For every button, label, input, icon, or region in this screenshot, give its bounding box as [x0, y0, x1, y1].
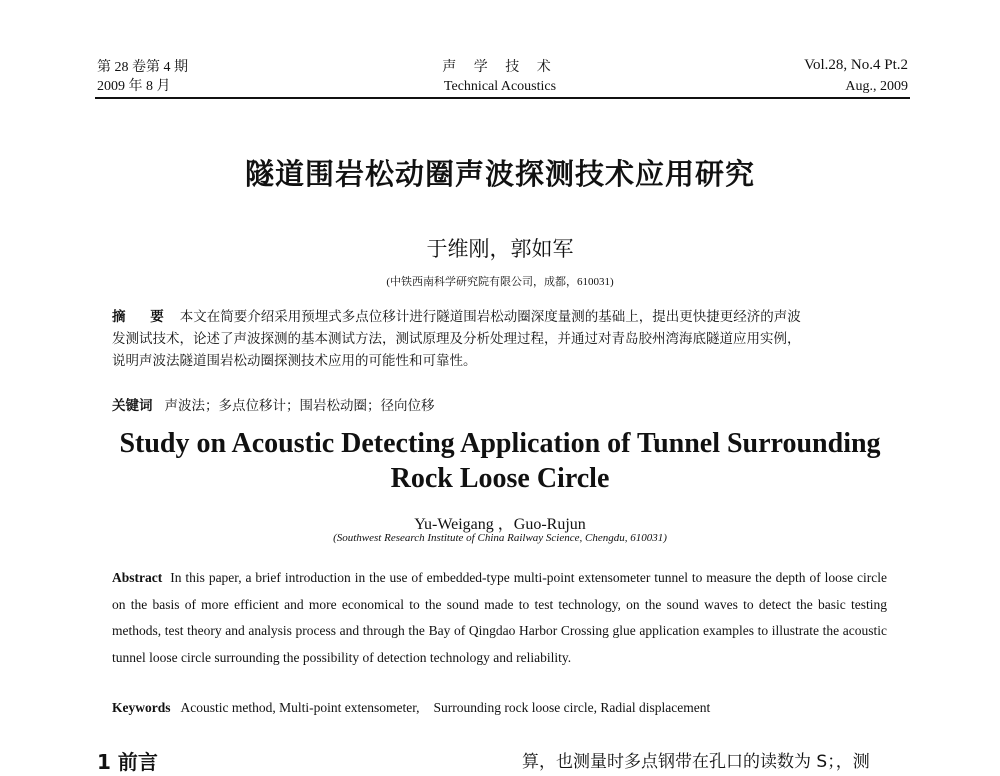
date-en: Aug., 2009 [845, 79, 908, 94]
abstract-cn-line: 发测试技术，论述了声波探测的基本测试方法，测试原理及分析处理过程，并通过对青岛胶州湾海底隧道应用实例， [112, 331, 801, 346]
affiliation-cn: (中铁西南科学研究院有限公司，成都，610031) [386, 276, 614, 288]
title-cn: 隧道围岩松动圈声波探测技术应用研究 [244, 157, 755, 191]
keywords-cn [112, 394, 887, 414]
abstract-label-en: Abstract [112, 570, 163, 585]
header-rule [95, 97, 910, 99]
authors-en: Yu-Weigang ，Guo-Rujun [414, 516, 586, 533]
abstract-en-text: In this paper, a brief introduction in the use of embedded-type multi-point extensometer tunnel to measure the depth of loose circle on the basis of more efficient and more economical to the sound made to test technology, on the sound waves to detect the basic testing methods, test theory and analysis process and through the Bay of Qingdao Harbor Crossing glue application examples to illustrate the acoustic tunnel loose circle surrounding the possibility of detection technology and reliability. [112, 570, 887, 665]
title-en-line1: Study on Acoustic Detecting Application of Tunnel Surrounding [119, 428, 881, 459]
keywords-en-a: Acoustic method, Multi-point extensometer, [180, 700, 420, 715]
date-cn: 2009 年 8 月 [97, 79, 171, 94]
section-heading-cutoff: 1 前言 [97, 750, 158, 774]
keywords-label-cn: 关键词 [112, 398, 153, 414]
abstract-cn-line: 说明声波法隧道围岩松动圈探测技术应用的可能性和可靠性。 [112, 353, 477, 368]
keywords-label-en: Keywords [112, 700, 171, 715]
title-en-line2: Rock Loose Circle [390, 463, 610, 494]
keywords-en [112, 700, 887, 716]
keywords-cn-text: 声波法；多点位移计；围岩松动圈；径向位移 [164, 398, 435, 413]
volume-en: Vol.28, No.4 Pt.2 [804, 57, 908, 73]
journal-name-cn: 声 学 技 术 [442, 60, 558, 75]
volume-cn: 第 28 卷第 4 期 [97, 60, 188, 75]
abstract-label-cn: 摘 要 [112, 309, 174, 325]
affiliation-en: (Southwest Research Institute of China Railway Science, Chengdu, 610031) [333, 532, 667, 544]
journal-name-en: Technical Acoustics [443, 79, 557, 94]
abstract-en [112, 565, 887, 671]
abstract-cn-line: 本文在简要介绍采用预埋式多点位移计进行隧道围岩松动圈深度量测的基础上，提出更快捷更经济的声波 [179, 309, 801, 324]
keywords-en-b: Surrounding rock loose circle, Radial displacement [433, 700, 711, 715]
abstract-cn [112, 306, 887, 372]
authors-cn: 于维刚，郭如军 [426, 237, 574, 261]
title-en [0, 426, 1000, 496]
body-text-cutoff: 算，也测量时多点钢带在孔口的读数为 S；，测 [522, 752, 870, 772]
